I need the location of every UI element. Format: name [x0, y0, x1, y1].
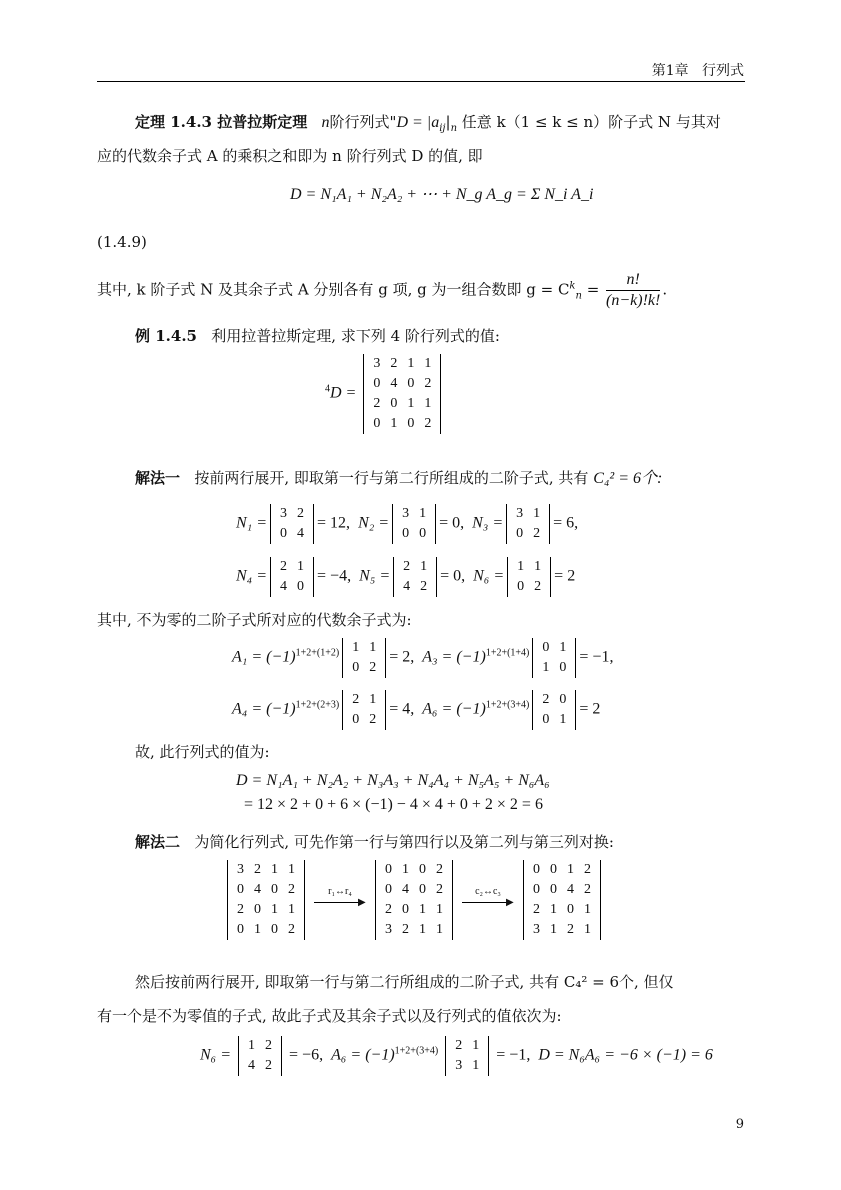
theorem-label: 定理 1.4.3 拉普拉斯定理 — [135, 113, 308, 131]
matrix-cell: 2 — [352, 692, 360, 707]
matrix-cell: 4 — [254, 882, 261, 897]
minor-matrix — [507, 557, 551, 597]
cofactor-exponent: 1+2+(1+2) — [295, 647, 340, 659]
minor-name: N₆ = — [473, 567, 505, 585]
matrix-cell: 2 — [280, 559, 288, 574]
minor-matrix — [532, 638, 576, 678]
matrix-cell: 3 — [533, 922, 540, 937]
sol1-count: C₄² = 6个: — [593, 470, 663, 487]
matrix-cell: 0 — [237, 922, 244, 937]
equation-number: (1.4.9) — [97, 233, 147, 251]
matrix-cell: 2 — [584, 882, 591, 897]
example-line — [135, 322, 785, 350]
matrix-cell: 1 — [419, 922, 426, 937]
matrix-cell: 1 — [352, 640, 360, 655]
final-a-name: A₆ = (−1) — [331, 1046, 395, 1064]
matrix-cell: 0 — [237, 882, 244, 897]
matrix-cell: 1 — [517, 559, 525, 574]
theorem-ij: ij — [439, 123, 446, 134]
matrix-cell: 0 — [559, 692, 567, 707]
minor-name: N₂ = — [358, 514, 390, 532]
fraction-denominator: (n−k)!k! — [606, 292, 661, 309]
sol2-text: 为简化行列式, 可先作第一行与第四行以及第二列与第三列对换: — [194, 833, 614, 851]
chapter-label: 第1章 — [651, 63, 689, 79]
cofactor-name: A₄ = (−1) — [232, 700, 296, 718]
minor-matrix — [342, 638, 386, 678]
minor-name: N₅ = — [359, 567, 391, 585]
matrix-cell: 1 — [542, 660, 550, 675]
matrix-cell: 1 — [271, 862, 278, 877]
where-sup: k — [569, 280, 576, 292]
matrix-cell: 0 — [373, 416, 381, 431]
cofactor-exponent: 1+2+(3+4) — [485, 699, 530, 711]
matrix-row — [528, 860, 596, 880]
matrix-cell: 1 — [288, 862, 295, 877]
matrix-cell: 0 — [271, 882, 278, 897]
matrix-cell: 1 — [390, 416, 398, 431]
minor-value: = 0, — [439, 514, 473, 532]
matrix-cell: 0 — [567, 902, 574, 917]
cofactor-value: = −1, — [579, 648, 622, 666]
matrix-cell: 0 — [559, 660, 567, 675]
final-a-exp: 1+2+(3+4) — [394, 1045, 439, 1057]
theorem-formula: D = N₁A₁ + N₂A₂ + ⋯ + N_g A_g = Σ N_i A_i — [290, 186, 594, 203]
theorem-line-1: 定理 1.4.3 拉普拉斯定理 n阶行列式"$D = |a_{ij}|_n$ 任意 k（1 ≤ k ≤ n）阶子式 N 与其对 — [135, 113, 721, 134]
matrix-cell: 2 — [385, 902, 392, 917]
matrix-row — [243, 1056, 277, 1076]
matrix-cell: 1 — [254, 922, 261, 937]
value-text: 故, 此行列式的值为: — [135, 743, 270, 761]
minor-value: = 6, — [553, 514, 587, 532]
page-number: 9 — [735, 1117, 744, 1132]
cofactor-value: = 4, — [389, 700, 423, 718]
matrix-cell: 1 — [559, 712, 567, 727]
matrix-row — [450, 1056, 484, 1076]
matrix-cell: 2 — [403, 559, 411, 574]
matrix-cell: 0 — [542, 712, 550, 727]
cofactor-name: A₁ = (−1) — [232, 648, 296, 666]
matrix-cell: 1 — [419, 506, 427, 521]
cofactor-exponent: 1+2+(2+3) — [295, 699, 340, 711]
matrix-cell: 0 — [280, 526, 288, 541]
minor-matrix — [270, 504, 314, 544]
cofactor-row-2 — [232, 690, 608, 730]
matrix-cell: 2 — [533, 526, 541, 541]
matrix-cell: 1 — [584, 922, 591, 937]
cofactor-name: A₃ = (−1) — [422, 648, 486, 666]
minor-matrix — [506, 504, 550, 544]
matrix-cell: 3 — [402, 506, 410, 521]
matrix-row — [232, 920, 300, 940]
matrix-cell: 3 — [516, 506, 524, 521]
matrix-row — [368, 374, 436, 394]
matrix-row — [232, 900, 300, 920]
matrix-cell: 2 — [436, 862, 443, 877]
matrix-cell: 2 — [265, 1038, 273, 1053]
matrix-cell: 3 — [280, 506, 288, 521]
matrix-cell: 0 — [254, 902, 261, 917]
col-swap-label: c₂↔c₃ — [475, 886, 501, 897]
example-determinant — [325, 354, 444, 434]
matrix-cell: 4 — [402, 882, 409, 897]
matrix-row — [450, 1036, 484, 1056]
cofactor-text: 其中, 不为零的二阶子式所对应的代数余子式为: — [97, 611, 412, 629]
matrix-cell: 0 — [297, 579, 305, 594]
cofactor-value: = 2 — [579, 700, 609, 718]
matrix-row — [528, 880, 596, 900]
matrix-cell: 0 — [385, 862, 392, 877]
minor-name: N₃ = — [472, 514, 504, 532]
page-header — [652, 60, 744, 80]
matrix-cell: 0 — [352, 712, 360, 727]
matrix-cell: 4 — [280, 579, 288, 594]
minor-matrix — [392, 504, 436, 544]
final-a-matrix — [445, 1036, 489, 1076]
matrix-cell: 2 — [534, 579, 542, 594]
minor-name: N₄ = — [236, 567, 268, 585]
matrix-cell: 0 — [550, 862, 557, 877]
final-row — [200, 1036, 713, 1076]
matrix-cell: 2 — [424, 376, 432, 391]
minor-value: = 12, — [317, 514, 359, 532]
final-a-value: = −1, — [496, 1046, 531, 1064]
cofactor-row-1 — [232, 638, 621, 678]
matrix-cell: 1 — [248, 1038, 256, 1053]
matrix-cell: 1 — [407, 356, 415, 371]
matrix-row — [380, 900, 448, 920]
sol1-label: 解法一 — [135, 469, 181, 487]
sol2-line-2a: 然后按前两行展开, 即取第一行与第二行所组成的二阶子式, 共有 C₄² = 6个, 但仅 — [135, 973, 674, 991]
matrix-cell: 0 — [407, 376, 415, 391]
matrix-cell: 2 — [567, 922, 574, 937]
det-order: 4 — [325, 383, 330, 395]
matrix-row — [528, 920, 596, 940]
matrix-cell: 2 — [373, 396, 381, 411]
matrix-cell: 1 — [472, 1038, 480, 1053]
sol2-label: 解法二 — [135, 833, 181, 851]
matrix-cell: 4 — [248, 1058, 256, 1073]
matrix-cell: 1 — [550, 922, 557, 937]
transform-row — [224, 860, 604, 940]
matrix-cell: 0 — [419, 526, 427, 541]
matrix-cell: 1 — [297, 559, 305, 574]
minor-matrix — [270, 557, 314, 597]
matrix-cell: 3 — [455, 1058, 463, 1073]
matrix-row — [368, 414, 436, 434]
matrix-cell: 4 — [403, 579, 411, 594]
matrix-cell: 0 — [533, 882, 540, 897]
matrix-cell: 0 — [373, 376, 381, 391]
matrix-original — [227, 860, 305, 940]
matrix-cell: 0 — [271, 922, 278, 937]
matrix-cell: 2 — [297, 506, 305, 521]
matrix-cell: 1 — [424, 356, 432, 371]
final-d: D = N₆A₆ = −6 × (−1) = 6 — [538, 1046, 713, 1064]
matrix-row-swapped — [375, 860, 453, 940]
theorem-n: n — [321, 114, 330, 131]
matrix-cell: 0 — [550, 882, 557, 897]
matrix-cell: 2 — [265, 1058, 273, 1073]
matrix-cell: 1 — [369, 640, 377, 655]
col-swap-arrow: c₂↔c₃ ▶ — [460, 890, 516, 910]
matrix-cell: 1 — [402, 862, 409, 877]
matrix-cell: 2 — [455, 1038, 463, 1053]
minor-value: = 2 — [554, 567, 584, 585]
example-text: 利用拉普拉斯定理, 求下列 4 阶行列式的值: — [211, 327, 500, 345]
matrix-cell: 3 — [373, 356, 381, 371]
cofactor-exponent: 1+2+(1+4) — [485, 647, 530, 659]
matrix-cell: 1 — [567, 862, 574, 877]
det-lhs: D = — [330, 384, 357, 402]
where-text: 其中, k 阶子式 N 及其余子式 A 分别各有 g 项, g 为一组合数即 g = C — [97, 280, 570, 299]
sol2-intro — [135, 828, 785, 856]
matrix-row — [380, 880, 448, 900]
matrix-cell: 0 — [419, 862, 426, 877]
matrix-cell: 1 — [420, 559, 428, 574]
matrix-cell: 1 — [407, 396, 415, 411]
value-line-2: = 12 × 2 + 0 + 6 × (−1) − 4 × 4 + 0 + 2 × 2 = 6 — [244, 796, 543, 813]
matrix-cell: 2 — [424, 416, 432, 431]
matrix-col-swapped — [523, 860, 601, 940]
theorem-where: 其中, k 阶子式 N 及其余子式 A 分别各有 g 项, g 为一组合数即 $g = C^k_n$ = $\frac{n!}{(n-k)!k!}$ . — [97, 271, 668, 309]
matrix-cell: 2 — [402, 922, 409, 937]
sol1-text: 按前两行展开, 即取第一行与第二行所组成的二阶子式, 共有 — [194, 469, 589, 487]
matrix-cell: 0 — [390, 396, 398, 411]
theorem-bar: | — [445, 113, 451, 131]
matrix-cell: 1 — [584, 902, 591, 917]
matrix-cell: 1 — [419, 902, 426, 917]
matrix-cell: 0 — [402, 902, 409, 917]
matrix-row — [380, 860, 448, 880]
minor-value: = 0, — [440, 567, 474, 585]
matrix-cell: 4 — [390, 376, 398, 391]
matrix-cell: 1 — [288, 902, 295, 917]
matrix-cell: 3 — [385, 922, 392, 937]
theorem-line-2: 应的代数余子式 A 的乘积之和即为 n 阶行列式 D 的值, 即 — [97, 147, 483, 165]
matrix-row — [232, 860, 300, 880]
matrix-cell: 2 — [390, 356, 398, 371]
final-n-matrix — [238, 1036, 282, 1076]
minor-matrix — [532, 690, 576, 730]
matrix-cell: 4 — [567, 882, 574, 897]
matrix-row — [528, 900, 596, 920]
matrix-cell: 3 — [237, 862, 244, 877]
minor-name: N₁ = — [236, 514, 268, 532]
example-label: 例 1.4.5 — [135, 327, 197, 345]
sol2-line-2b: 有一个是不为零值的子式, 故此子式及其余子式以及行列式的值依次为: — [97, 1007, 562, 1025]
matrix-cell: 2 — [436, 882, 443, 897]
minor-matrix — [342, 690, 386, 730]
matrix-cell: 2 — [369, 660, 377, 675]
theorem-cond: 任意 k（1 ≤ k ≤ n）阶子式 N 与其对 — [461, 113, 721, 131]
fraction-numerator: n! — [606, 270, 660, 291]
header-rule — [97, 81, 745, 82]
matrix-cell: 0 — [352, 660, 360, 675]
final-n-name: N₆ = — [200, 1046, 232, 1064]
theorem-order: n — [450, 123, 458, 134]
matrix-cell: 0 — [402, 526, 410, 541]
final-n-value: = −6, — [289, 1046, 324, 1064]
minor-row-2 — [236, 557, 583, 597]
where-sub: n — [575, 290, 582, 302]
matrix-cell: 1 — [436, 922, 443, 937]
combination-fraction — [606, 270, 660, 311]
matrix-cell: 0 — [385, 882, 392, 897]
minor-row-1 — [236, 504, 586, 544]
matrix-row — [368, 354, 436, 374]
matrix-cell: 2 — [369, 712, 377, 727]
matrix-cell: 2 — [237, 902, 244, 917]
matrix-cell: 0 — [419, 882, 426, 897]
matrix-cell: 2 — [533, 902, 540, 917]
matrix-cell: 0 — [517, 579, 525, 594]
matrix-cell: 1 — [424, 396, 432, 411]
matrix-cell: 0 — [542, 640, 550, 655]
matrix-cell: 4 — [297, 526, 305, 541]
matrix-4x4 — [363, 354, 441, 434]
minor-matrix — [393, 557, 437, 597]
matrix-cell: 1 — [472, 1058, 480, 1073]
matrix-cell: 0 — [407, 416, 415, 431]
matrix-cell: 1 — [533, 506, 541, 521]
matrix-cell: 0 — [516, 526, 524, 541]
matrix-row — [243, 1036, 277, 1056]
matrix-cell: 1 — [271, 902, 278, 917]
sol1-intro — [135, 464, 785, 493]
matrix-row — [232, 880, 300, 900]
row-swap-arrow: r₁↔r₄ ▶ — [312, 890, 368, 910]
matrix-cell: 2 — [420, 579, 428, 594]
theorem-det: D = |a — [396, 114, 440, 131]
matrix-cell: 2 — [542, 692, 550, 707]
matrix-cell: 2 — [254, 862, 261, 877]
value-line-1: D = N₁A₁ + N₂A₂ + N₃A₃ + N₄A₄ + N₅A₅ + N₆A₆ — [236, 772, 550, 789]
matrix-cell: 1 — [534, 559, 542, 574]
theorem-text: 阶行列式 — [329, 113, 390, 131]
matrix-cell: 1 — [559, 640, 567, 655]
matrix-cell: 2 — [288, 882, 295, 897]
minor-value: = −4, — [317, 567, 360, 585]
matrix-cell: 1 — [550, 902, 557, 917]
matrix-row — [380, 920, 448, 940]
chapter-title: 行列式 — [702, 63, 744, 79]
matrix-cell: 2 — [288, 922, 295, 937]
cofactor-value: = 2, — [389, 648, 423, 666]
matrix-cell: 0 — [533, 862, 540, 877]
row-swap-label: r₁↔r₄ — [328, 886, 352, 897]
matrix-cell: 1 — [436, 902, 443, 917]
cofactor-name: A₆ = (−1) — [422, 700, 486, 718]
matrix-cell: 1 — [369, 692, 377, 707]
matrix-cell: 2 — [584, 862, 591, 877]
matrix-row — [368, 394, 436, 414]
